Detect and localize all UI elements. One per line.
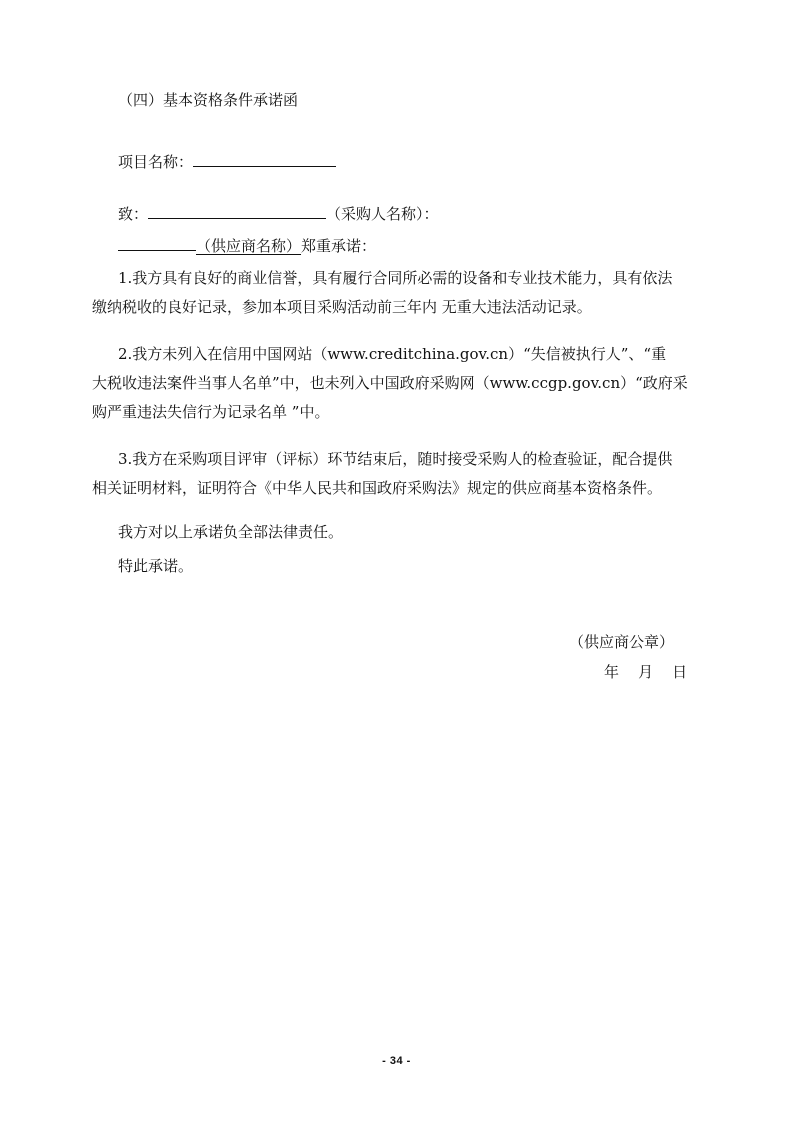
purchaser-placeholder: （采购人名称）： — [326, 205, 439, 223]
addressee-row — [118, 202, 439, 224]
item-1-line-2: 缴纳税收的良好记录，参加本项目采购活动前三年内 无重大违法活动记录。 — [92, 298, 592, 316]
signature-date: 年 月 日 — [604, 663, 688, 681]
item-3-line-2: 相关证明材料，证明符合《中华人民共和国政府采购法》规定的供应商基本资格条件。 — [92, 479, 663, 497]
liability-statement: 我方对以上承诺负全部法律责任。 — [118, 523, 344, 541]
closing-statement: 特此承诺。 — [118, 557, 194, 575]
project-name-blank — [193, 150, 336, 167]
commit-text: 郑重承诺： — [301, 237, 377, 255]
page-number: - 34 - — [382, 1055, 411, 1067]
purchaser-name-blank — [148, 202, 326, 219]
item-2-line-2: 大税收违法案件当事人名单”中，也未列入中国政府采购网（www.ccgp.gov.cn）“政府采 — [92, 374, 688, 392]
supplier-name-blank — [118, 234, 196, 251]
item-2-line-3: 购严重违法失信行为记录名单 ”中。 — [92, 403, 330, 421]
project-name-label: 项目名称： — [118, 153, 194, 171]
to-label: 致： — [118, 205, 149, 223]
item-1-line-1: 1.我方具有良好的商业信誉，具有履行合同所必需的设备和专业技术能力，具有依法 — [118, 269, 673, 287]
commitment-intro-row — [118, 234, 376, 256]
supplier-seal-label: （供应商公章） — [569, 633, 675, 651]
item-2-line-1: 2.我方未列入在信用中国网站（www.creditchina.gov.cn）“失信被执行人”、“重 — [118, 345, 667, 363]
supplier-placeholder: （供应商名称） — [196, 237, 302, 255]
section-title: （四）基本资格条件承诺函 — [118, 91, 299, 109]
item-3-line-1: 3.我方在采购项目评审（评标）环节结束后，随时接受采购人的检查验证，配合提供 — [118, 450, 673, 468]
project-name-row — [118, 150, 336, 172]
